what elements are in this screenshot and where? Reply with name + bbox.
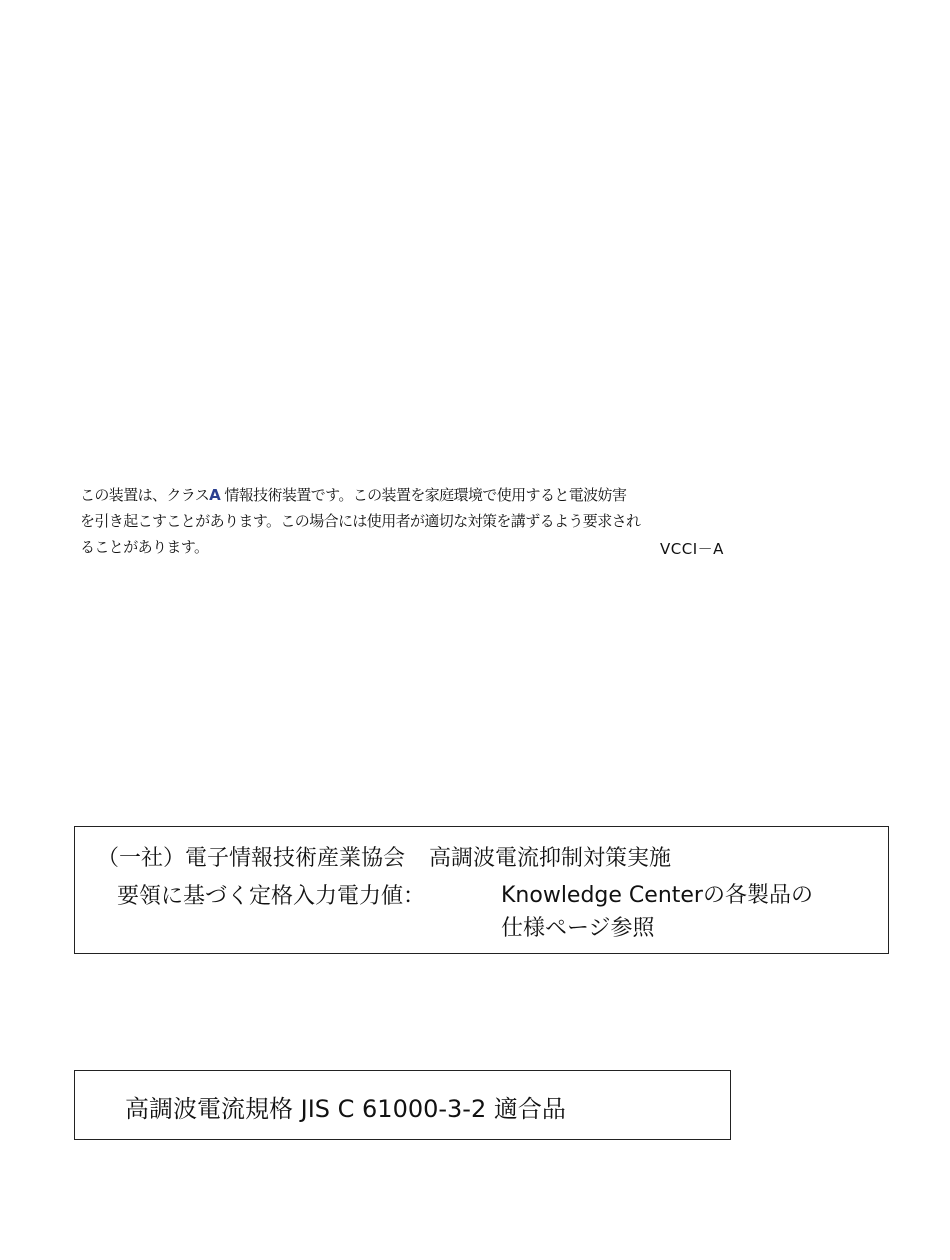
vcci-notice-line-1 xyxy=(80,482,800,508)
rated-input-power-value-line-1: Knowledge Centerの各製品の xyxy=(501,883,813,908)
rated-input-power-label: 要領に基づく定格入力電力値： xyxy=(117,884,426,909)
harmonic-box-heading xyxy=(97,841,671,872)
harmonic-standard-text: 高調波電流規格 JIS C 61000-3-2 適合品 xyxy=(125,1095,566,1123)
rated-input-power-value-line-2: 仕様ページ参照 xyxy=(501,916,655,941)
vcci-class-letter: A xyxy=(209,486,221,504)
vcci-mark: VCCI－A xyxy=(660,540,724,558)
vcci-notice-line-2: を引き起こすことがあります。この場合には使用者が適切な対策を講ずるよう要求され xyxy=(80,512,641,530)
rated-input-power-value xyxy=(501,879,881,945)
guideline-title: 高調波電流抑制対策実施 xyxy=(429,846,672,871)
organization-name: （一社）電子情報技術産業協会 xyxy=(97,846,406,871)
harmonic-suppression-box xyxy=(74,826,889,954)
harmonic-standard-box xyxy=(74,1070,731,1140)
vcci-line-1-prefix: この装置は、クラス xyxy=(80,486,210,504)
vcci-line-1-suffix: 情報技術装置です。この装置を家庭環境で使用すると電波妨害 xyxy=(220,486,627,504)
vcci-notice-line-3: ることがあります。 xyxy=(80,538,209,556)
